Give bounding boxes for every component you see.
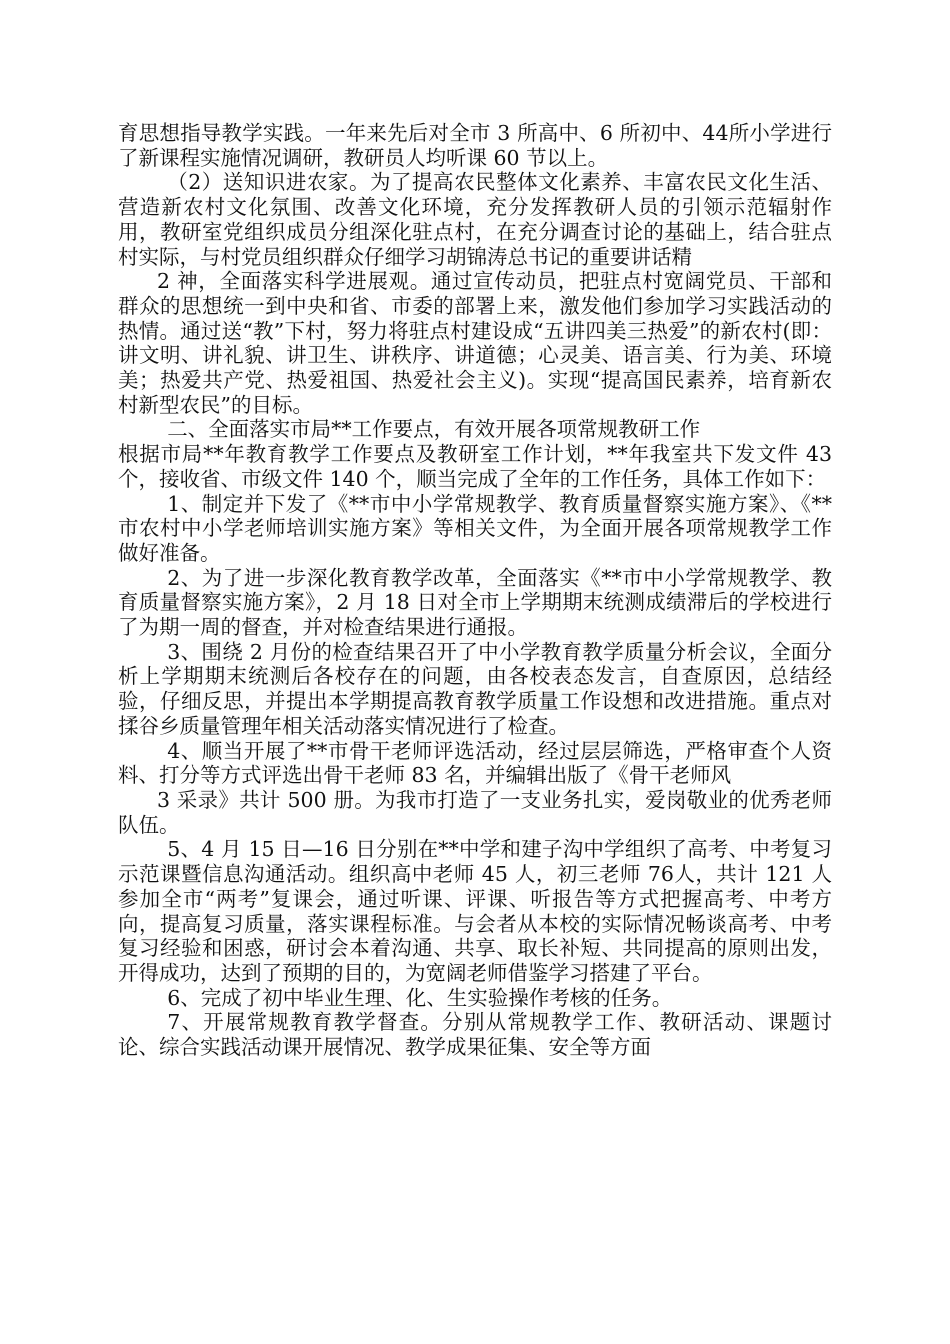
section-heading-2: 二、全面落实市局**工作要点，有效开展各项常规教研工作 bbox=[167, 417, 701, 442]
list-item-3: 3、围绕 2 月份的检查结果召开了中小学教育教学质量分析会议，全面分析上学期期末统测后各校存在的问题，由各校表态发言，自查原因，总结经验，仔细反思，并提出本学期提高教育教学质量工作设想和改进措施。重点对揉谷乡质量管理年相关活动落实情况进行了检查。 bbox=[118, 639, 832, 738]
list-item-5: 5、4 月 15 日—16 日分别在**中学和建子沟中学组织了高考、中考复习示范课暨信息沟通活动。组织高中老师 45 人，初三老师 76人，共计 121 人参加全市“两考”复课会，通过听课、评课、听报告等方式把握高考、中考方向，提高复习质量，落实课程标准。与会者从本校的实际情况畅谈高考、中考复习经验和困惑，研讨会本着沟通、共享、取长补短、共同提高的原则出发，开得成功，达到了预期的目的，为宽阔老师借鉴学习搭建了平台。 bbox=[118, 837, 832, 985]
list-item-4: 4、顺当开展了**市骨干老师评选活动，经过层层筛选，严格审查个人资料、打分等方式评选出骨干老师 83 名，并编辑出版了《骨干老师风 bbox=[118, 738, 832, 788]
paragraph-1: 育思想指导教学实践。一年来先后对全市 3 所高中、6 所初中、44所小学进行了新课程实施情况调研，教研员人均听课 60 节以上。 bbox=[118, 121, 832, 170]
list-item-1: 1、制定并下发了《**市中小学常规教学、教育质量督察实施方案》、《**市农村中小学老师培训实施方案》等相关文件，为全面开展各项常规教学工作做好准备。 bbox=[118, 491, 832, 565]
list-item-7: 7、开展常规教育教学督查。分别从常规教学工作、教研活动、课题讨论、综合实践活动课开展情况、教学成果征集、安全等方面 bbox=[118, 1010, 832, 1060]
list-item-4-continued: 3 采录》共计 500 册。为我市打造了一支业务扎实，爱岗敬业的优秀老师队伍。 bbox=[118, 787, 832, 837]
paragraph-2: （2）送知识进农家。为了提高农民整体文化素养、丰富农民文化生活、营造新农村文化氛围、改善文化环境，充分发挥教研人员的引领示范辐射作用，教研室党组织成员分组深化驻点村，在充分调查讨论的基础上，结合驻点村实际，与村党员组织群众仔细学习胡锦涛总书记的重要讲话精 bbox=[118, 170, 832, 269]
list-item-6: 6、完成了初中毕业生理、化、生实验操作考核的任务。 bbox=[167, 985, 673, 1010]
paragraph-3: 2 神，全面落实科学进展观。通过宣传动员，把驻点村宽阔党员、干部和群众的思想统一到中央和省、市委的部署上来，激发他们参加学习实践活动的热情。通过送“教”下村，努力将驻点村建设成“五讲四美三热爱”的新农村(即：讲文明、讲礼貌、讲卫生、讲秩序、讲道德；心灵美、语言美、行为美、环境美；热爱共产党、热爱祖国、热爱社会主义)。实现“提高国民素养，培育新农村新型农民”的目标。 bbox=[118, 269, 832, 417]
document-body bbox=[118, 121, 832, 1060]
paragraph-5: 根据市局**年教育教学工作要点及教研室工作计划，**年我室共下发文件 43 个，接收省、市级文件 140 个，顺当完成了全年的工作任务，具体工作如下： bbox=[118, 442, 832, 491]
list-item-2: 2、为了进一步深化教育教学改革，全面落实《**市中小学常规教学、教育质量督察实施方案》，2 月 18 日对全市上学期期末统测成绩滞后的学校进行了为期一周的督查，并对检查结果进行通报。 bbox=[118, 565, 832, 640]
